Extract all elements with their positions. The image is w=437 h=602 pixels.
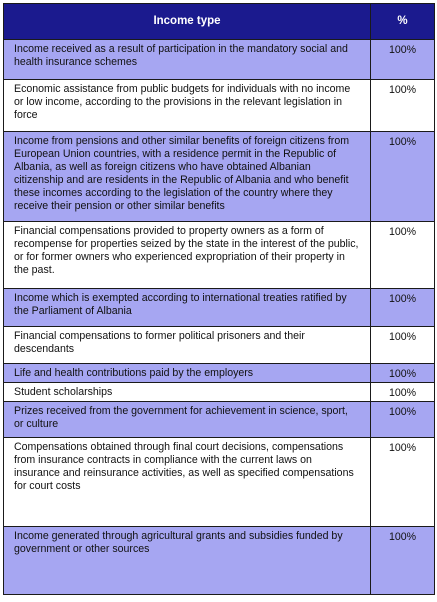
income-type-cell: Financial compensations to former political prisoners and their descendants [4, 327, 371, 364]
income-table [3, 3, 435, 595]
header-income-type: Income type [4, 4, 371, 40]
income-type-cell: Income from pensions and other similar benefits of foreign citizens from European Union countries, with a residence permit in the Republic of Albania, as well as foreign citizens who have obtained Albanian citizenship and are residents in the Republic of Albania and who benefit these incomes according to the legislation of the country where they receive their pension or other similar benefits [4, 132, 371, 222]
table-row [4, 222, 435, 289]
table-row [4, 527, 435, 595]
percent-cell: 100% [371, 40, 435, 80]
percent-cell: 100% [371, 402, 435, 438]
percent-cell: 100% [371, 289, 435, 327]
table-row [4, 438, 435, 527]
table-row [4, 132, 435, 222]
table-header-row [4, 4, 435, 40]
percent-cell: 100% [371, 438, 435, 527]
percent-cell: 100% [371, 383, 435, 402]
percent-cell: 100% [371, 364, 435, 383]
income-type-cell: Prizes received from the government for achievement in science, sport, or culture [4, 402, 371, 438]
table-row [4, 383, 435, 402]
percent-cell: 100% [371, 527, 435, 595]
table-row [4, 80, 435, 132]
percent-cell: 100% [371, 80, 435, 132]
income-type-cell: Compensations obtained through final court decisions, compensations from insurance contracts in compliance with the current laws on insurance and reinsurance activities, as well as specified compensations for court costs [4, 438, 371, 527]
header-percent: % [371, 4, 435, 40]
table-row [4, 402, 435, 438]
percent-cell: 100% [371, 132, 435, 222]
percent-cell: 100% [371, 327, 435, 364]
income-table-container [3, 3, 434, 595]
income-type-cell: Student scholarships [4, 383, 371, 402]
table-row [4, 40, 435, 80]
income-type-cell: Income received as a result of participation in the mandatory social and health insurance schemes [4, 40, 371, 80]
income-type-cell: Income which is exempted according to international treaties ratified by the Parliament of Albania [4, 289, 371, 327]
table-row [4, 289, 435, 327]
percent-cell: 100% [371, 222, 435, 289]
income-type-cell: Life and health contributions paid by the employers [4, 364, 371, 383]
table-row [4, 327, 435, 364]
income-type-cell: Income generated through agricultural grants and subsidies funded by government or other sources [4, 527, 371, 595]
table-row [4, 364, 435, 383]
income-type-cell: Economic assistance from public budgets for individuals with no income or low income, according to the provisions in the relevant legislation in force [4, 80, 371, 132]
income-type-cell: Financial compensations provided to property owners as a form of recompense for properties seized by the state in the interest of the public, or for former owners who experienced expropriation of their property in the past. [4, 222, 371, 289]
